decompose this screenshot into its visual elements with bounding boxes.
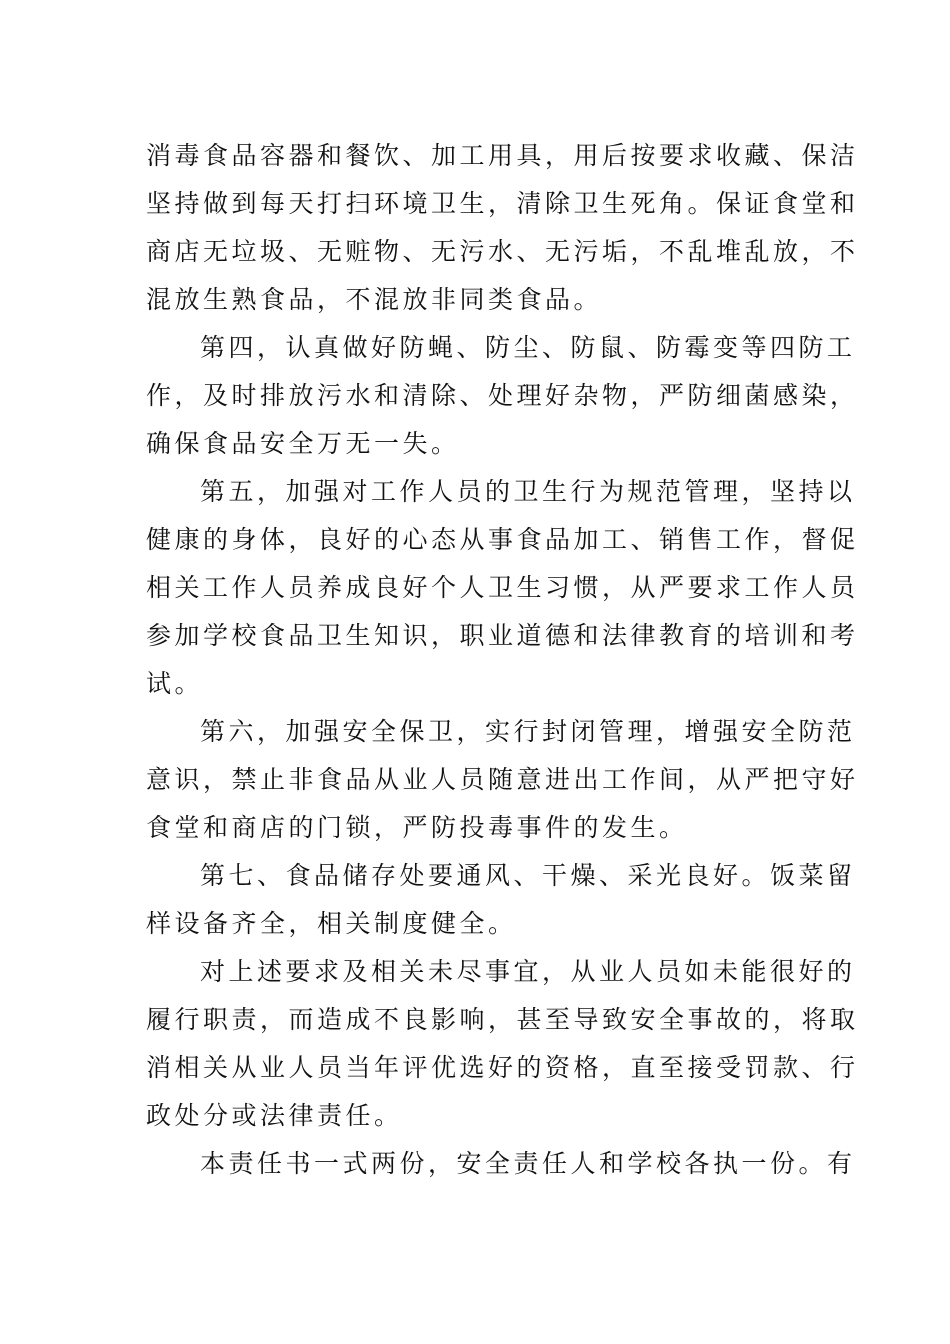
- paragraph-line: 第六，加强安全保卫，实行封闭管理，增强安全防范: [200, 717, 856, 746]
- paragraph-line: 履行职责，而造成不良影响，甚至导致安全事故的，将取: [146, 1005, 859, 1034]
- paragraph-line: 第四，认真做好防蝇、防尘、防鼠、防霉变等四防工: [200, 333, 856, 362]
- paragraph-line: 健康的身体，良好的心态从事食品加工、销售工作，督促: [146, 525, 859, 554]
- paragraph-line: 商店无垃圾、无赃物、无污水、无污垢，不乱堆乱放，不: [146, 237, 859, 266]
- paragraph-line: 相关工作人员养成良好个人卫生习惯，从严要求工作人员: [146, 573, 859, 602]
- document-body: [146, 132, 859, 1188]
- paragraph-sixth: [146, 708, 859, 852]
- paragraph-line: 混放生熟食品，不混放非同类食品。: [146, 285, 603, 314]
- paragraph-fourth: [146, 324, 859, 468]
- paragraph-line: 参加学校食品卫生知识，职业道德和法律教育的培训和考: [146, 621, 859, 650]
- paragraph-copies: [146, 1140, 856, 1188]
- paragraph-line: 对上述要求及相关未尽事宜，从业人员如未能很好的: [200, 957, 856, 986]
- paragraph-continued-top: [146, 132, 859, 324]
- paragraph-line: 确保食品安全万无一失。: [146, 429, 460, 458]
- paragraph-line: 作，及时排放污水和清除、处理好杂物，严防细菌感染，: [146, 381, 859, 410]
- paragraph-fifth: [146, 468, 859, 708]
- paragraph-line: 意识，禁止非食品从业人员随意进出工作间，从严把守好: [146, 765, 859, 794]
- paragraph-line: 坚持做到每天打扫环境卫生，清除卫生死角。保证食堂和: [146, 189, 859, 218]
- paragraph-line: 第五，加强对工作人员的卫生行为规范管理，坚持以: [200, 477, 856, 506]
- paragraph-line: 样设备齐全，相关制度健全。: [146, 909, 517, 938]
- paragraph-line: 消毒食品容器和餐饮、加工用具，用后按要求收藏、保洁: [146, 141, 859, 170]
- paragraph-responsibility: [146, 948, 859, 1140]
- paragraph-seventh: [146, 852, 856, 948]
- paragraph-line: 政处分或法律责任。: [146, 1101, 403, 1130]
- paragraph-line: 食堂和商店的门锁，严防投毒事件的发生。: [146, 813, 688, 842]
- paragraph-line: 第七、食品储存处要通风、干燥、采光良好。饭菜留: [200, 861, 856, 890]
- paragraph-line: 消相关从业人员当年评优选好的资格，直至接受罚款、行: [146, 1053, 859, 1082]
- paragraph-line: 本责任书一式两份，安全责任人和学校各执一份。有: [200, 1149, 856, 1178]
- paragraph-line: 试。: [146, 669, 204, 698]
